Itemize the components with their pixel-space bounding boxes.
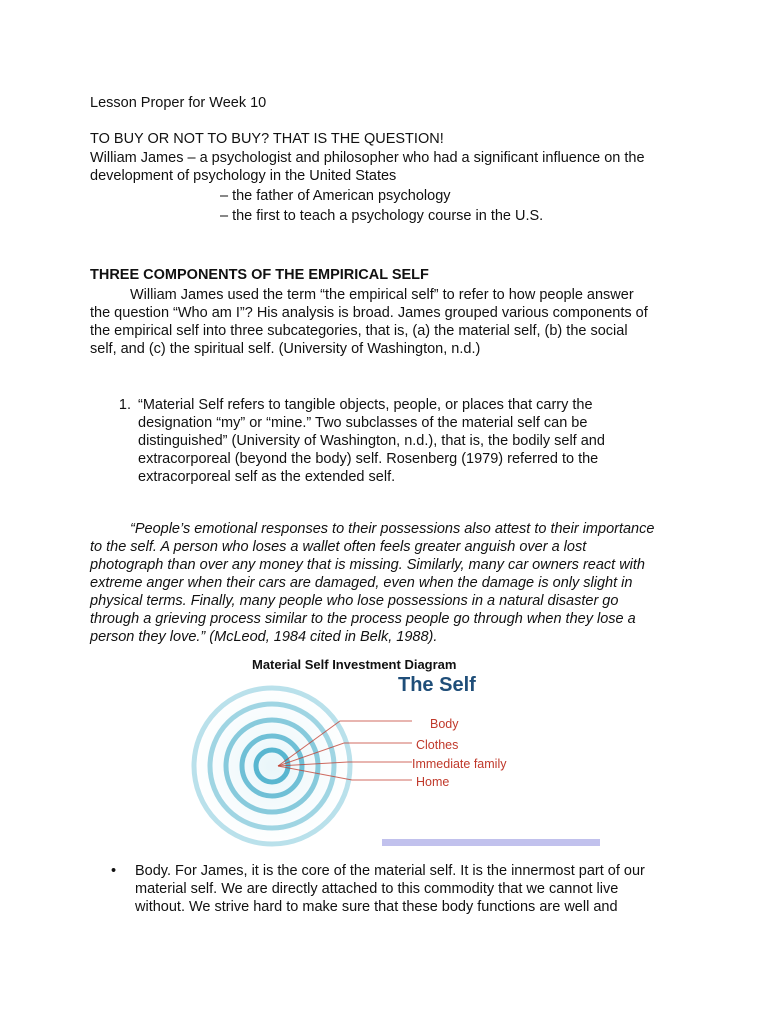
bullet-list	[108, 862, 665, 916]
label-body: Body	[430, 717, 459, 731]
list-line: extracorporeal self as the extended self.	[138, 469, 396, 485]
quote-line: to the self. A person who loses a wallet often feels greater anguish over a lost	[90, 539, 587, 555]
quote-line: through a grieving process similar to the process people go through when they lose a	[90, 611, 636, 627]
list-line: extracorporeal (beyond the body) self. Rosenberg (1979) referred to the	[138, 451, 599, 467]
intro-item: – the first to teach a psychology course in the U.S.	[220, 208, 544, 224]
quote-line: extreme anger when their cars are damaged, even when the damage is only slight in	[90, 575, 633, 591]
intro-line: development of psychology in the United States	[90, 168, 397, 184]
label-immediate-family: Immediate family	[412, 757, 507, 771]
concentric-rings-graphic	[190, 680, 610, 860]
diagram-center-label: The Self	[398, 674, 476, 696]
label-home: Home	[416, 775, 450, 789]
components-list	[108, 396, 665, 486]
bullet-item-body	[111, 862, 665, 916]
intro-item: – the father of American psychology	[220, 188, 451, 204]
section-line: the empirical self into three subcategories, that is, (a) the material self, (b) the social	[90, 323, 628, 339]
section-line: William James used the term “the empirical self” to refer to how people answer	[130, 287, 634, 303]
section-line: self, and (c) the spiritual self. (University of Washington, n.d.)	[90, 341, 481, 357]
section-title: THREE COMPONENTS OF THE EMPIRICAL SELF	[90, 267, 429, 283]
bullet-line: without. We strive hard to make sure that these body functions are well and	[135, 899, 618, 915]
diagram-title: Material Self Investment Diagram	[252, 657, 457, 672]
bullet-dot-icon: •	[111, 863, 117, 879]
intro-line: William James – a psychologist and philosopher who had a significant influence on the	[90, 150, 645, 166]
rings-group	[192, 686, 352, 846]
quote-line: physical terms. Finally, many people who lose possessions in a natural disaster go	[90, 593, 619, 609]
lesson-subtitle: TO BUY OR NOT TO BUY? THAT IS THE QUESTION!	[90, 131, 444, 147]
quote-line: person they love.” (McLeod, 1984 cited in Belk, 1988).	[90, 629, 438, 645]
list-line: distinguished” (University of Washington, n.d.), that is, the bodily self and	[138, 433, 605, 449]
quote-line: “People’s emotional responses to their possessions also attest to their importance	[130, 521, 655, 537]
quote-line: photograph than over any money that is missing. Similarly, many car owners react with	[90, 557, 646, 573]
quote-paragraph	[90, 520, 710, 646]
section-paragraph	[90, 286, 700, 358]
intro-paragraph	[90, 149, 710, 225]
bullet-line: material self. We are directly attached to this commodity that we cannot live	[135, 881, 619, 897]
section-line: the question “Who am I”? His analysis is broad. James grouped various components of	[90, 305, 648, 321]
list-line: designation “my” or “mine.” Two subclasses of the material self can be	[138, 415, 588, 431]
label-clothes: Clothes	[416, 738, 459, 752]
lesson-heading: Lesson Proper for Week 10	[90, 95, 267, 111]
list-item-material-self	[135, 396, 665, 486]
list-line: 1. “Material Self refers to tangible objects, people, or places that carry the	[138, 397, 593, 413]
source-caption-bar	[382, 839, 600, 846]
bullet-line: Body. For James, it is the core of the material self. It is the innermost part of our	[135, 863, 645, 879]
